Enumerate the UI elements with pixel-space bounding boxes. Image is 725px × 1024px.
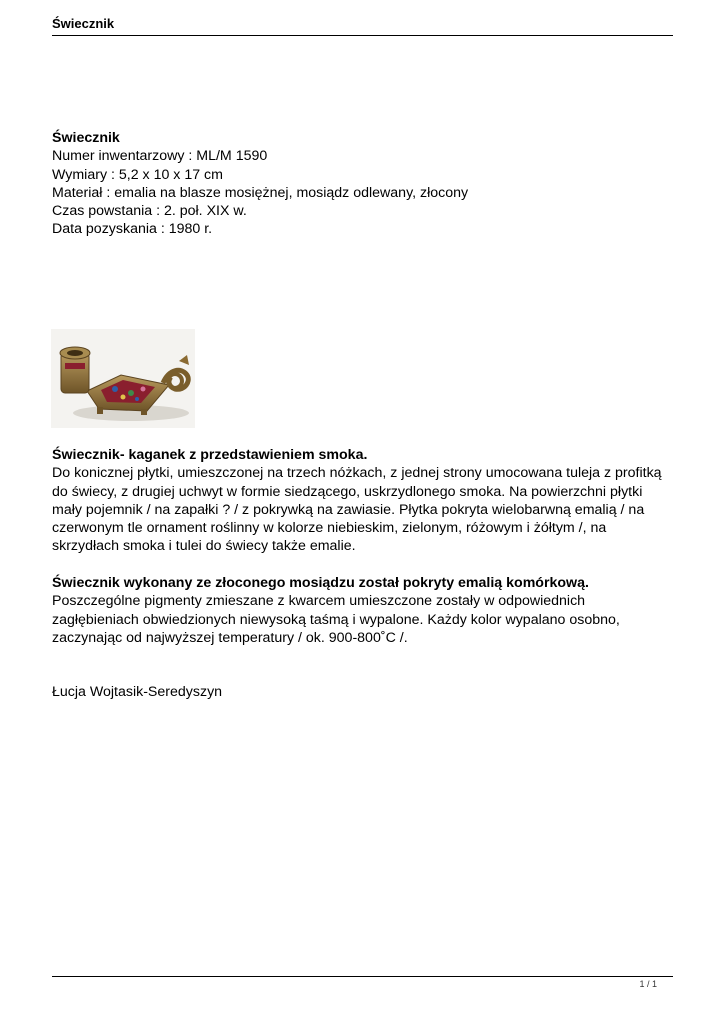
- metadata-block: [52, 129, 673, 239]
- acquisition-date: Data pozyskania : 1980 r.: [52, 221, 213, 238]
- footer-divider: [52, 976, 673, 977]
- creation-period: Czas powstania : 2. poł. XIX w.: [52, 203, 247, 220]
- header-divider: [52, 35, 673, 36]
- description-block: [52, 446, 673, 647]
- page-number: 1 / 1: [639, 979, 657, 989]
- page-header-title: Świecznik: [52, 16, 115, 31]
- description-paragraph: Do konicznej płytki, umieszczonej na trzech nóżkach, z jednej strony umocowana tuleja z profitką do świecy, z drugiej uchwyt w formie siedzącego, uskrzydlonego smoka. Na powierzchni płytki mały pojemnik / na zapałki ? / z pokrywką na zawiasie. Płytka pokryta wielobarwną emalią / na czerwonym tle ornament roślinny w kolorze niebieskim, zielonym, różowym i żółtym /, na skrzydłach smoka i tulei do świecy także emalie.: [52, 465, 662, 555]
- material: Materiał : emalia na blasze mosiężnej, mosiądz odlewany, złocony: [52, 184, 469, 201]
- technique-heading: Świecznik wykonany ze złoconego mosiądzu został pokryty emalią komórkową.: [52, 575, 589, 592]
- technique-paragraph: Poszczególne pigmenty zmieszane z kwarcem umieszczone zostały w odpowiednich zagłębieniach obwiedzionych niewysoką taśmą i wypalone. Każdy kolor wypalano osobno, zaczynając od najwyższej temperatury / ok. 900-800˚C /.: [52, 593, 620, 646]
- dimensions: Wymiary : 5,2 x 10 x 17 cm: [52, 166, 223, 183]
- inventory-number: Numer inwentarzowy : ML/M 1590: [52, 148, 268, 165]
- paragraph-spacer: [52, 556, 673, 574]
- description-heading: Świecznik- kaganek z przedstawieniem smoka.: [52, 447, 368, 463]
- object-title: Świecznik: [52, 130, 120, 146]
- author-signature: Łucja Wojtasik-Seredyszyn: [52, 684, 223, 700]
- candlestick-photo: [51, 329, 195, 428]
